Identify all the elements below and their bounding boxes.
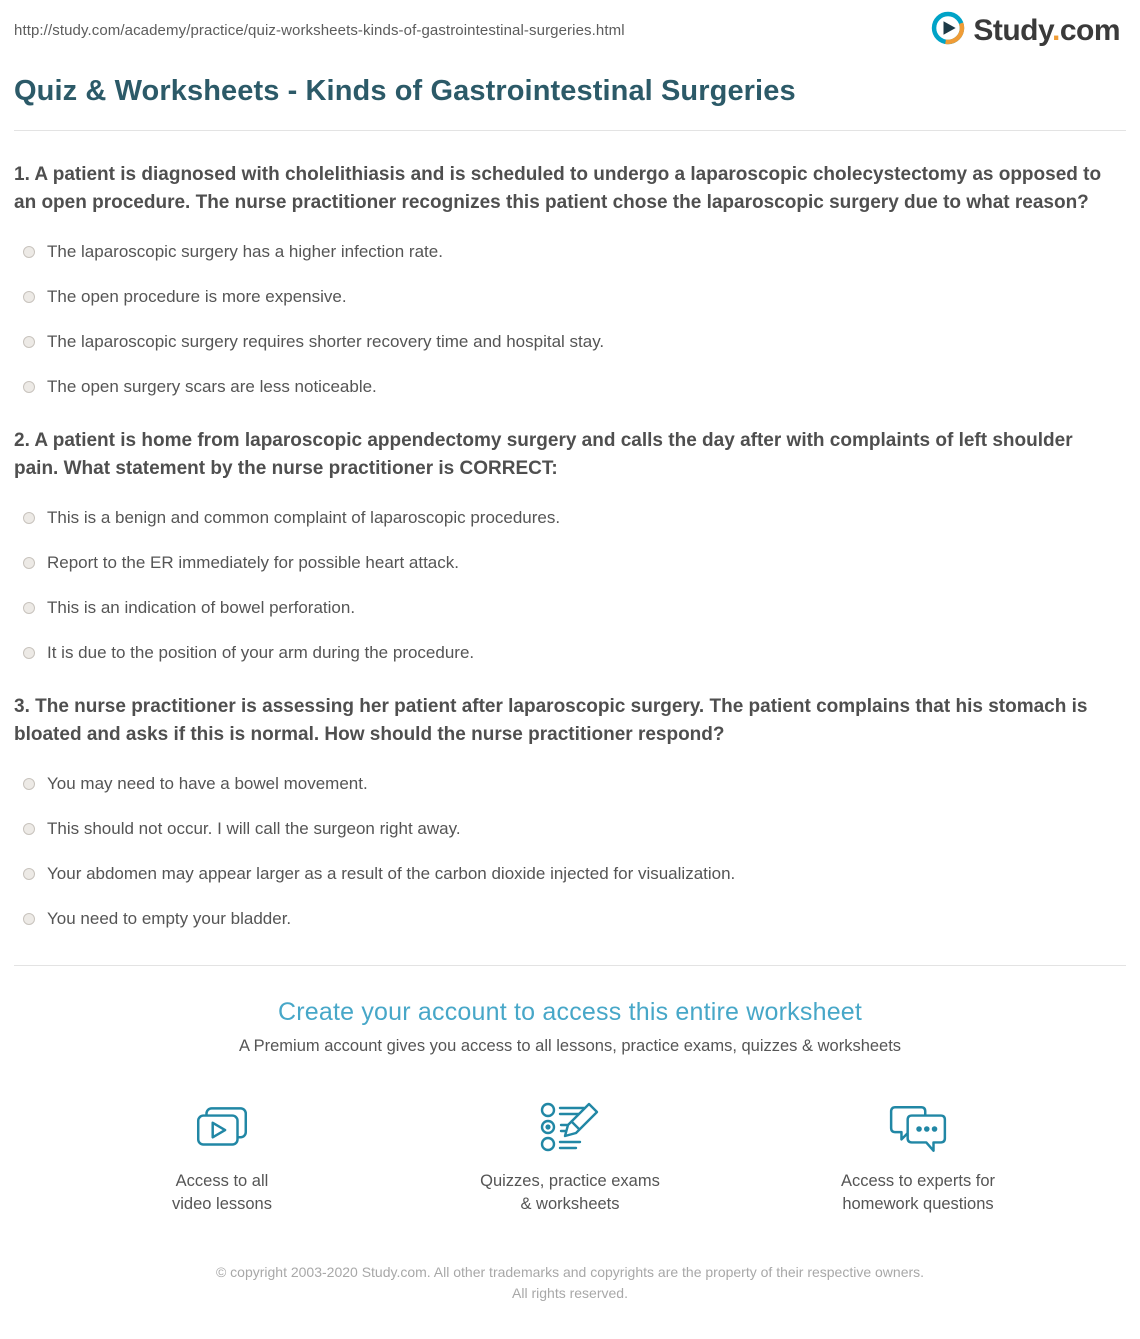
- page-header: [14, 0, 1126, 57]
- page-title: Quiz & Worksheets - Kinds of Gastrointestinal Surgeries: [14, 75, 796, 107]
- answer-option-label[interactable]: It is due to the position of your arm during the procedure.: [47, 642, 475, 662]
- answer-option: [14, 864, 1126, 884]
- radio-button[interactable]: [23, 246, 35, 258]
- create-account-section: [14, 966, 1126, 1216]
- feature-quizzes-label: [480, 1170, 660, 1216]
- question-3-text: 3. The nurse practitioner is assessing her patient after laparoscopic surgery. The patient complains that his stomach is bloated and asks if this is normal. How should the nurse practitioner respond?: [14, 695, 1088, 745]
- answer-option-label[interactable]: The laparoscopic surgery has a higher infection rate.: [47, 241, 443, 261]
- answer-option: [14, 553, 1126, 573]
- answer-option: [14, 508, 1126, 528]
- answer-option: [14, 909, 1126, 929]
- logo-dot-text: .: [1051, 13, 1060, 47]
- feature-quizzes-label-line1: Quizzes, practice exams: [480, 1171, 660, 1190]
- question-3-options: [14, 774, 1126, 929]
- answer-option: [14, 643, 1126, 663]
- answer-option-label[interactable]: The open surgery scars are less noticeable.: [47, 376, 377, 396]
- copyright-notice: © copyright 2003-2020 Study.com. All other trademarks and copyrights are the property of their respective owners. All rights reserved.: [215, 1263, 925, 1302]
- answer-option: [14, 377, 1126, 397]
- feature-quizzes-label-line2: & worksheets: [520, 1194, 620, 1213]
- chat-bubbles-icon: [887, 1098, 949, 1156]
- feature-experts-label-line2: homework questions: [842, 1194, 994, 1213]
- feature-quizzes: [455, 1098, 685, 1216]
- feature-experts: [803, 1098, 1033, 1216]
- answer-option: [14, 242, 1126, 262]
- radio-button[interactable]: [23, 602, 35, 614]
- answer-option-label[interactable]: You may need to have a bowel movement.: [47, 773, 368, 793]
- question-3: [14, 693, 1126, 929]
- radio-button[interactable]: [23, 512, 35, 524]
- page-url: http://study.com/academy/practice/quiz-worksheets-kinds-of-gastrointestinal-surgeries.html: [14, 22, 625, 39]
- question-2: [14, 427, 1126, 663]
- answer-option: [14, 774, 1126, 794]
- premium-subheading: A Premium account gives you access to all lessons, practice exams, quizzes & worksheets: [238, 1036, 902, 1055]
- feature-experts-label: [841, 1170, 995, 1216]
- answer-option: [14, 819, 1126, 839]
- answer-option-label[interactable]: This is a benign and common complaint of laparoscopic procedures.: [47, 507, 561, 527]
- feature-video-label-line2: video lessons: [172, 1194, 272, 1213]
- video-lessons-icon: [191, 1098, 253, 1156]
- question-2-text: 2. A patient is home from laparoscopic appendectomy surgery and calls the day after with complaints of left shoulder pain. What statement by the nurse practitioner is CORRECT:: [14, 429, 1073, 479]
- answer-option-label[interactable]: You need to empty your bladder.: [47, 908, 292, 928]
- radio-button[interactable]: [23, 557, 35, 569]
- answer-option: [14, 598, 1126, 618]
- answer-option-label[interactable]: The laparoscopic surgery requires shorter recovery time and hospital stay.: [47, 331, 605, 351]
- quiz-pencil-icon: [538, 1098, 602, 1156]
- logo-com-text: com: [1059, 13, 1120, 47]
- feature-experts-label-line1: Access to experts for: [840, 1171, 996, 1190]
- radio-button[interactable]: [23, 823, 35, 835]
- question-1-text: 1. A patient is diagnosed with cholelithiasis and is scheduled to undergo a laparoscopic cholecystectomy as opposed to an open procedure. The nurse practitioner recognizes this patient chose the laparoscopic surgery due to what reason?: [14, 164, 1102, 213]
- answer-option-label[interactable]: This should not occur. I will call the surgeon right away.: [47, 818, 461, 838]
- answer-option: [14, 332, 1126, 352]
- answer-option-label[interactable]: Report to the ER immediately for possible heart attack.: [47, 552, 459, 572]
- radio-button[interactable]: [23, 778, 35, 790]
- answer-option: [14, 287, 1126, 307]
- question-1: [14, 161, 1126, 397]
- radio-button[interactable]: [23, 336, 35, 348]
- answer-option-label[interactable]: Your abdomen may appear larger as a result of the carbon dioxide injected for visualization.: [47, 863, 736, 883]
- radio-button[interactable]: [23, 868, 35, 880]
- logo-wordmark: [973, 14, 1120, 48]
- question-2-options: [14, 508, 1126, 663]
- radio-button[interactable]: [23, 381, 35, 393]
- answer-option-label[interactable]: The open procedure is more expensive.: [47, 286, 347, 306]
- feature-video-lessons: [107, 1098, 337, 1216]
- studycom-play-icon: [930, 10, 966, 51]
- feature-video-label-line1: Access to all: [175, 1171, 269, 1190]
- radio-button[interactable]: [23, 913, 35, 925]
- feature-row: [14, 1098, 1126, 1216]
- answer-option-label[interactable]: This is an indication of bowel perforation.: [47, 597, 356, 617]
- feature-video-label: [172, 1170, 272, 1216]
- radio-button[interactable]: [23, 291, 35, 303]
- studycom-logo[interactable]: [930, 10, 1126, 51]
- create-account-heading: Create your account to access this entire worksheet: [277, 997, 863, 1026]
- logo-study-text: Study: [973, 13, 1052, 47]
- title-divider: [14, 130, 1126, 131]
- radio-button[interactable]: [23, 647, 35, 659]
- question-1-options: [14, 242, 1126, 397]
